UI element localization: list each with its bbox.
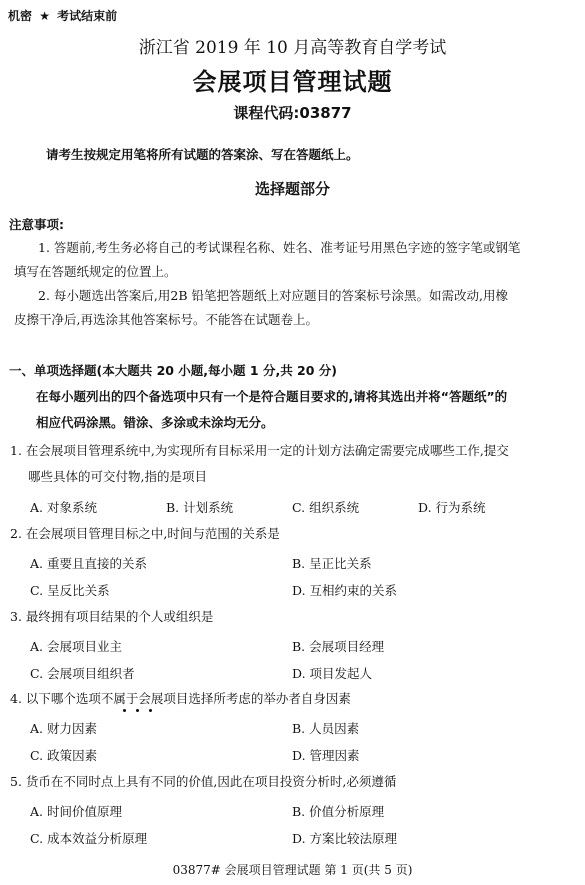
confidential-header [8,7,117,24]
status-label: 考试结束前 [57,9,118,23]
question-3-option-a: A. 会展项目业主 [30,639,122,654]
question-5-option-d: D. 方案比较法原理 [292,831,398,846]
question-2-option-d: D. 互相约束的关系 [292,583,398,598]
question-5-option-a: A. 时间价值原理 [30,804,122,819]
exam-title: 会展项目管理试题 [192,68,393,96]
exam-title-line1: 浙江省 2019 年 10 月高等教育自学考试 [138,38,447,58]
question-4-option-c: C. 政策因素 [30,748,98,763]
question-1-option-d: D. 行为系统 [418,500,486,515]
section-title: 一、单项选择题(本大题共 20 小题,每小题 1 分,共 20 分) [9,363,338,378]
section-desc-line-1: 在每小题列出的四个备选项中只有一个是符合题目要求的,请将其选出并将“答题纸”的 [36,389,508,404]
question-4-option-b: B. 人员因素 [292,721,360,736]
section-desc-line-2: 相应代码涂黑。错涂、多涂或未涂均无分。 [36,415,274,430]
question-3-option-c: C. 会展项目组织者 [30,666,135,681]
question-1-stem-cont: 哪些具体的可交付物,指的是项目 [28,469,207,484]
question-1-option-a: A. 对象系统 [30,500,97,515]
question-3-option-d: D. 项目发起人 [292,666,373,681]
note-2-line-1: 2. 每小题选出答案后,用2B 铅笔把答题纸上对应题目的答案标号涂黑。如需改动,用橡 [38,288,508,303]
question-4-stem: 4. 以下哪个选项不属于会展项目选择所考虑的举办者自身因素 [10,691,351,706]
question-1-option-b: B. 计划系统 [166,500,234,515]
emphasis-dot [136,709,139,712]
question-3-stem: 3. 最终拥有项目结果的个人或组织是 [10,609,214,624]
question-2-option-c: C. 呈反比关系 [30,583,110,598]
secret-label: 机密 [8,9,33,23]
star-icon: ★ [39,9,50,23]
question-1-option-c: C. 组织系统 [292,500,360,515]
emphasis-dot [123,709,126,712]
question-4-option-a: A. 财力因素 [30,721,97,736]
question-4-option-d: D. 管理因素 [292,748,360,763]
notes-heading: 注意事项: [9,217,64,232]
course-code: 课程代码:03877 [233,104,352,122]
question-2-option-b: B. 呈正比关系 [292,556,372,571]
question-2-option-a: A. 重要且直接的关系 [30,556,147,571]
page-footer: 03877# 会展项目管理试题 第 1 页(共 5 页) [172,863,413,877]
part-title: 选择题部分 [254,180,330,198]
question-5-option-c: C. 成本效益分析原理 [30,831,148,846]
emphasis-dot [149,709,152,712]
question-3-option-b: B. 会展项目经理 [292,639,385,654]
answer-instruction: 请考生按规定用笔将所有试题的答案涂、写在答题纸上。 [46,147,359,162]
note-1-line-1: 1. 答题前,考生务必将自己的考试课程名称、姓名、准考证号用黑色字迹的签字笔或钢笔 [38,240,521,255]
question-5-option-b: B. 价值分析原理 [292,804,385,819]
question-5-stem: 5. 货币在不同时点上具有不同的价值,因此在项目投资分析时,必须遵循 [10,774,397,789]
question-1-stem: 1. 在会展项目管理系统中,为实现所有目标采用一定的计划方法确定需要完成哪些工作,提交 [10,443,509,458]
note-2-line-2: 皮擦干净后,再选涂其他答案标号。不能答在试题卷上。 [14,312,318,327]
question-2-stem: 2. 在会展项目管理目标之中,时间与范围的关系是 [10,526,280,541]
note-1-line-2: 填写在答题纸规定的位置上。 [14,264,177,279]
